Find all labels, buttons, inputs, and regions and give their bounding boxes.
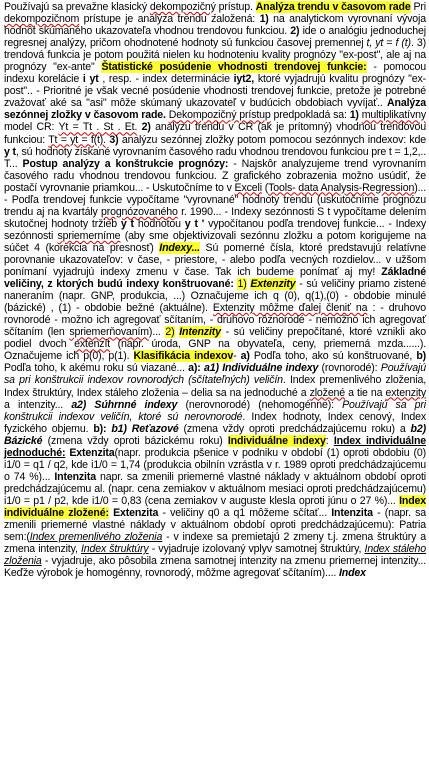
- bold-term: Postup analýzy a konštrukcie prognózy:: [22, 157, 229, 170]
- text-run: , resp. - index determinácie: [98, 73, 234, 86]
- bold-term: a1) Individuálne indexy: [204, 362, 319, 375]
- text-run: hodnotou: [133, 217, 185, 230]
- spellcheck-marked-text: Extenzity môžme ďalej členiť na: [212, 302, 368, 315]
- spellcheck-marked-text: dekompozičnom: [4, 13, 80, 26]
- text-run: prístupe je analýza trendu založená:: [79, 13, 260, 26]
- spellcheck-marked-text: Yt = Tt . St . Et.: [58, 121, 138, 134]
- spellcheck-marked-text: spriemerňovaním: [69, 326, 149, 339]
- text-run: napr. sa zmenili priemerné vlastné náklady v aktuálnom období oproti predchádzajúcemu al. (napr. cena zemiakov v aktuálnom mesiaci oproti predchádzajúcemu) i1/0 = p1 / p2, kde i1/0 = 0,83 (cena zemiakov v auguste klesla oproti júnu o 27 %)...: [4, 470, 426, 507]
- spellcheck-marked-text: multiplikatívny: [361, 109, 426, 122]
- bold-term: Analýza sezónnej zložky v časovom rade.: [4, 97, 426, 122]
- text-run: - (napr. sa zmenili priemerné vlastné náklady v aktuálnom období oproti predchádzajúcemu): Patria sem:(: [4, 506, 427, 544]
- text-run: Index premenlivého zloženia: [29, 531, 163, 544]
- text-run: (zmena vždy oproti predchádzajúcemu roku) a: [178, 422, 411, 435]
- bold-term: b):: [93, 422, 107, 435]
- bold-term: iyt2,: [233, 73, 255, 86]
- bold-term: y t: [4, 145, 16, 158]
- bold-term: b1) Reťazové: [111, 422, 179, 435]
- text-run: Podľa toho, ako sú konštruované,: [249, 350, 417, 363]
- highlighted-heading: Klasifikácia indexov: [133, 350, 234, 363]
- text-run: , sú hodnoty získané vyrovnaním časového radu vhodnou trendovou funkciou pre t = 1,2,.. T...: [4, 145, 427, 170]
- highlighted-heading: 1): [237, 278, 247, 291]
- bold-term: a): [240, 350, 250, 363]
- text-run: ide o analógiu jednoduchej regresnej analýzy, pričom ohodnotené hodnoty sú funkciou časovej premennej: [4, 25, 426, 50]
- text-run: model CR:: [4, 121, 59, 134]
- highlighted-heading: Intenzity: [179, 326, 221, 339]
- text-run: )... - Podľa trendovej funkcie vypočítame "vyrovnané" hodnoty trendu (uskutočníme prognózu trendu aj na kvartály: [4, 181, 427, 218]
- bold-term: 2): [290, 25, 300, 38]
- text-run: -: [233, 350, 241, 363]
- bold-term: Intenzita: [331, 506, 373, 519]
- bold-term: 3): [109, 133, 119, 146]
- text-run: Používajú sa pri konštrukcii indexov rovnorodých (sčítateľných) veličín: [4, 362, 426, 387]
- bold-term: Index individuálne jednoduché:: [4, 434, 427, 459]
- spellcheck-marked-text: Tools- data Analysis-Regression: [268, 181, 415, 194]
- bold-term: a2) Súhrnné indexy: [71, 398, 178, 411]
- spellcheck-marked-text: extenzít: [74, 338, 111, 351]
- bold-term: i yt: [82, 73, 99, 86]
- bold-term: Extenzita: [113, 506, 159, 519]
- bold-term: y t ': [184, 217, 205, 230]
- text-run: (: [261, 181, 269, 194]
- text-run: . Index premenlivého zloženia, Index štruktúry, Index stáleho zloženia – delia sa na jednoduché a: [4, 374, 426, 399]
- text-run: (napr. produkcia pšenice v podniku v období (1) oproti obdobiu (0) i1/0 = q1 / q2, kde i1/0 = 1,74 (produkcia obilnín vzrástla v r. 1989 oproti predchádzajúcemu o 74 %)...: [4, 446, 426, 483]
- text-run: . 3) trendová funkcia je potom použitá nielen ku hodnoteniu kvality prognózy "ex-post", ale aj na prognózy "ex-ante": [4, 37, 426, 74]
- bold-term: a):: [188, 362, 201, 375]
- text-run: - veličiny q0 a q1 môžeme sčítať...: [158, 506, 332, 519]
- text-run: Sú pomerné čísla, ktoré predstavujú relatívne porovnanie ukazovateľov: v čase, - priestore, - alebo podľa vecných rozdielov... v užšom ponímaní vyjadrujú indexy zmenu v čase. Tak ich budeme ponímať aj my!: [4, 241, 426, 279]
- text-run: analýzu trendu v CR (ak je prítomný) vhodnou trendovou funkciou:: [4, 121, 426, 146]
- spellcheck-marked-text: Dekompozičný prístup: [168, 109, 271, 122]
- spellcheck-marked-text: Tt = yt = f(t).: [48, 133, 106, 146]
- text-run: Používajú sa prevažne klasický: [4, 1, 150, 13]
- text-run: - vyjadruje, ako pôsobila zmena samotnej intenzity na zmenu priemernej intenzity... Keďže výrobok je homogénny, rovnorodý, môžme agregovať sčítaním)....: [4, 555, 426, 580]
- text-run: r. 1990... - Indexy sezónnosti S t vypočítame delením skutočnej hodnoty tržieb: [4, 205, 426, 230]
- bold-term: Index: [338, 567, 366, 580]
- text-run: Index stáleho zloženia: [4, 543, 426, 568]
- text-run: - Najskôr analyzujeme trend vyrovnaním časového radu vhodnou trendovou funkciou. Z grafického zobrazenia možno usúdiť, že postačí vyrovnanie priamkou... - Uskutočníme to v: [4, 157, 426, 194]
- text-run: (aby sme objektivizovali sezónnu zložku a potom korigujeme na súčet 4 (korekcia na presnosť): [4, 229, 426, 254]
- highlighted-heading: Individuálne indexy: [227, 434, 326, 447]
- bold-term: b): [416, 350, 427, 363]
- text-run: ktoré vyjadrujú kvalitu prognózy "ex-post".. - Prioritné je však vecné posúdenie vhodnosti trendovej funkcie, pretože je potrebné zvažovať aké sa "asi" môže skúmaný ukazovateľ v budúcich obdobiach vyvíjať..: [4, 73, 426, 110]
- text-run: - pomocou indexu korelácie: [4, 61, 427, 86]
- spellcheck-marked-text: dekompozičný: [149, 1, 216, 13]
- highlighted-heading: 2): [165, 326, 175, 339]
- bold-term: 1): [259, 13, 269, 26]
- bold-term: y t: [120, 217, 134, 230]
- text-run: a tie na: [345, 386, 386, 399]
- spellcheck-marked-text: Exceli: [234, 181, 262, 194]
- text-run: Používajú sa pri konštrukcii indexov veličín, ktoré sú nerovnorodé: [4, 398, 426, 423]
- bold-term: b2) Bázické: [4, 422, 426, 447]
- text-run: : - druhovo rovnorodé - možno ich agregovať sčítaním, - druhovo rôznorodé - nemožno ich agregovať sčítaním (len: [4, 302, 426, 339]
- highlighted-heading: Index individuálne zložené:: [4, 494, 426, 519]
- text-run: - v indexe sa premietajú 2 zmeny t.j. zmena štruktúry a zmena intenzity,: [4, 531, 426, 556]
- text-run: Podľa toho, k akému roku sú viazané...: [4, 362, 189, 375]
- text-run: (napr. úroda, GNP na obyvateľa, ceny, priemerná mzda......). Označujeme ich p(0), p(1).: [4, 338, 426, 363]
- text-run: Index štruktúry: [80, 543, 149, 556]
- spellcheck-marked-text: zložené: [309, 386, 346, 399]
- text-run: t, yt = f (t): [366, 37, 411, 50]
- text-run: (rovnorodé):: [318, 362, 381, 375]
- spellcheck-marked-text: spriemerníme: [57, 229, 121, 242]
- text-run: - sú veličiny prepočítané, ktoré vznikli ako podiel dvoch: [4, 326, 426, 351]
- text-run: analýzu sezónnej zložky potom pomocou sezónnych indexov: kde: [118, 133, 427, 146]
- spellcheck-marked-text: prognózovaného: [100, 205, 178, 218]
- text-run: na analytickom vyrovnaní vývoja hodnôt skúmaného ukazovateľa vhodnou trendovou funkciou.: [4, 13, 426, 38]
- highlighted-heading: Štatistické posúdenie vhodnosti trendovej funkcie:: [101, 61, 367, 74]
- bold-term: 1): [349, 109, 359, 122]
- text-run: Pri: [410, 1, 427, 13]
- text-run: (zmena vždy oproti bázickému roku): [42, 434, 228, 447]
- highlighted-heading: Indexy...: [159, 241, 200, 254]
- text-run: . Index hodnoty, Index cenový, Index fyzického objemu.: [4, 410, 426, 435]
- bold-term: Extenzita: [69, 446, 115, 459]
- text-run: predpokladá sa:: [270, 109, 350, 122]
- text-run: - vyjadruje izolovaný vplyv samotnej štruktúry,: [148, 543, 365, 556]
- text-run: - sú veličiny priamo zistené naneraním (napr. GNP, produkcia, ...) Označujeme ich q (0), q(1),(0) - obdobie minulé (bázické) , (1) - obdobie bežné (aktuálne).: [4, 278, 427, 315]
- bold-term: 2): [141, 121, 151, 134]
- bold-term: Intenzita: [54, 470, 96, 483]
- highlighted-heading: Analýza trendu v časovom rade: [255, 1, 411, 13]
- bold-term: Základné veličiny, z ktorých budú indexy konštruované:: [4, 266, 426, 291]
- text-run: )...: [148, 326, 166, 339]
- spellcheck-marked-text: extenzity: [385, 386, 426, 399]
- text-run: (nerovnorodé) (nehomogénne):: [177, 398, 343, 411]
- text-run: :: [325, 434, 334, 447]
- highlighted-heading: Extenzity: [250, 278, 296, 291]
- text-run: prístup.: [215, 1, 256, 13]
- text-run: a intenzity...: [4, 398, 72, 411]
- text-run: vypočítanou podľa trendovej funkcie... - Indexy sezónnosti: [4, 217, 426, 242]
